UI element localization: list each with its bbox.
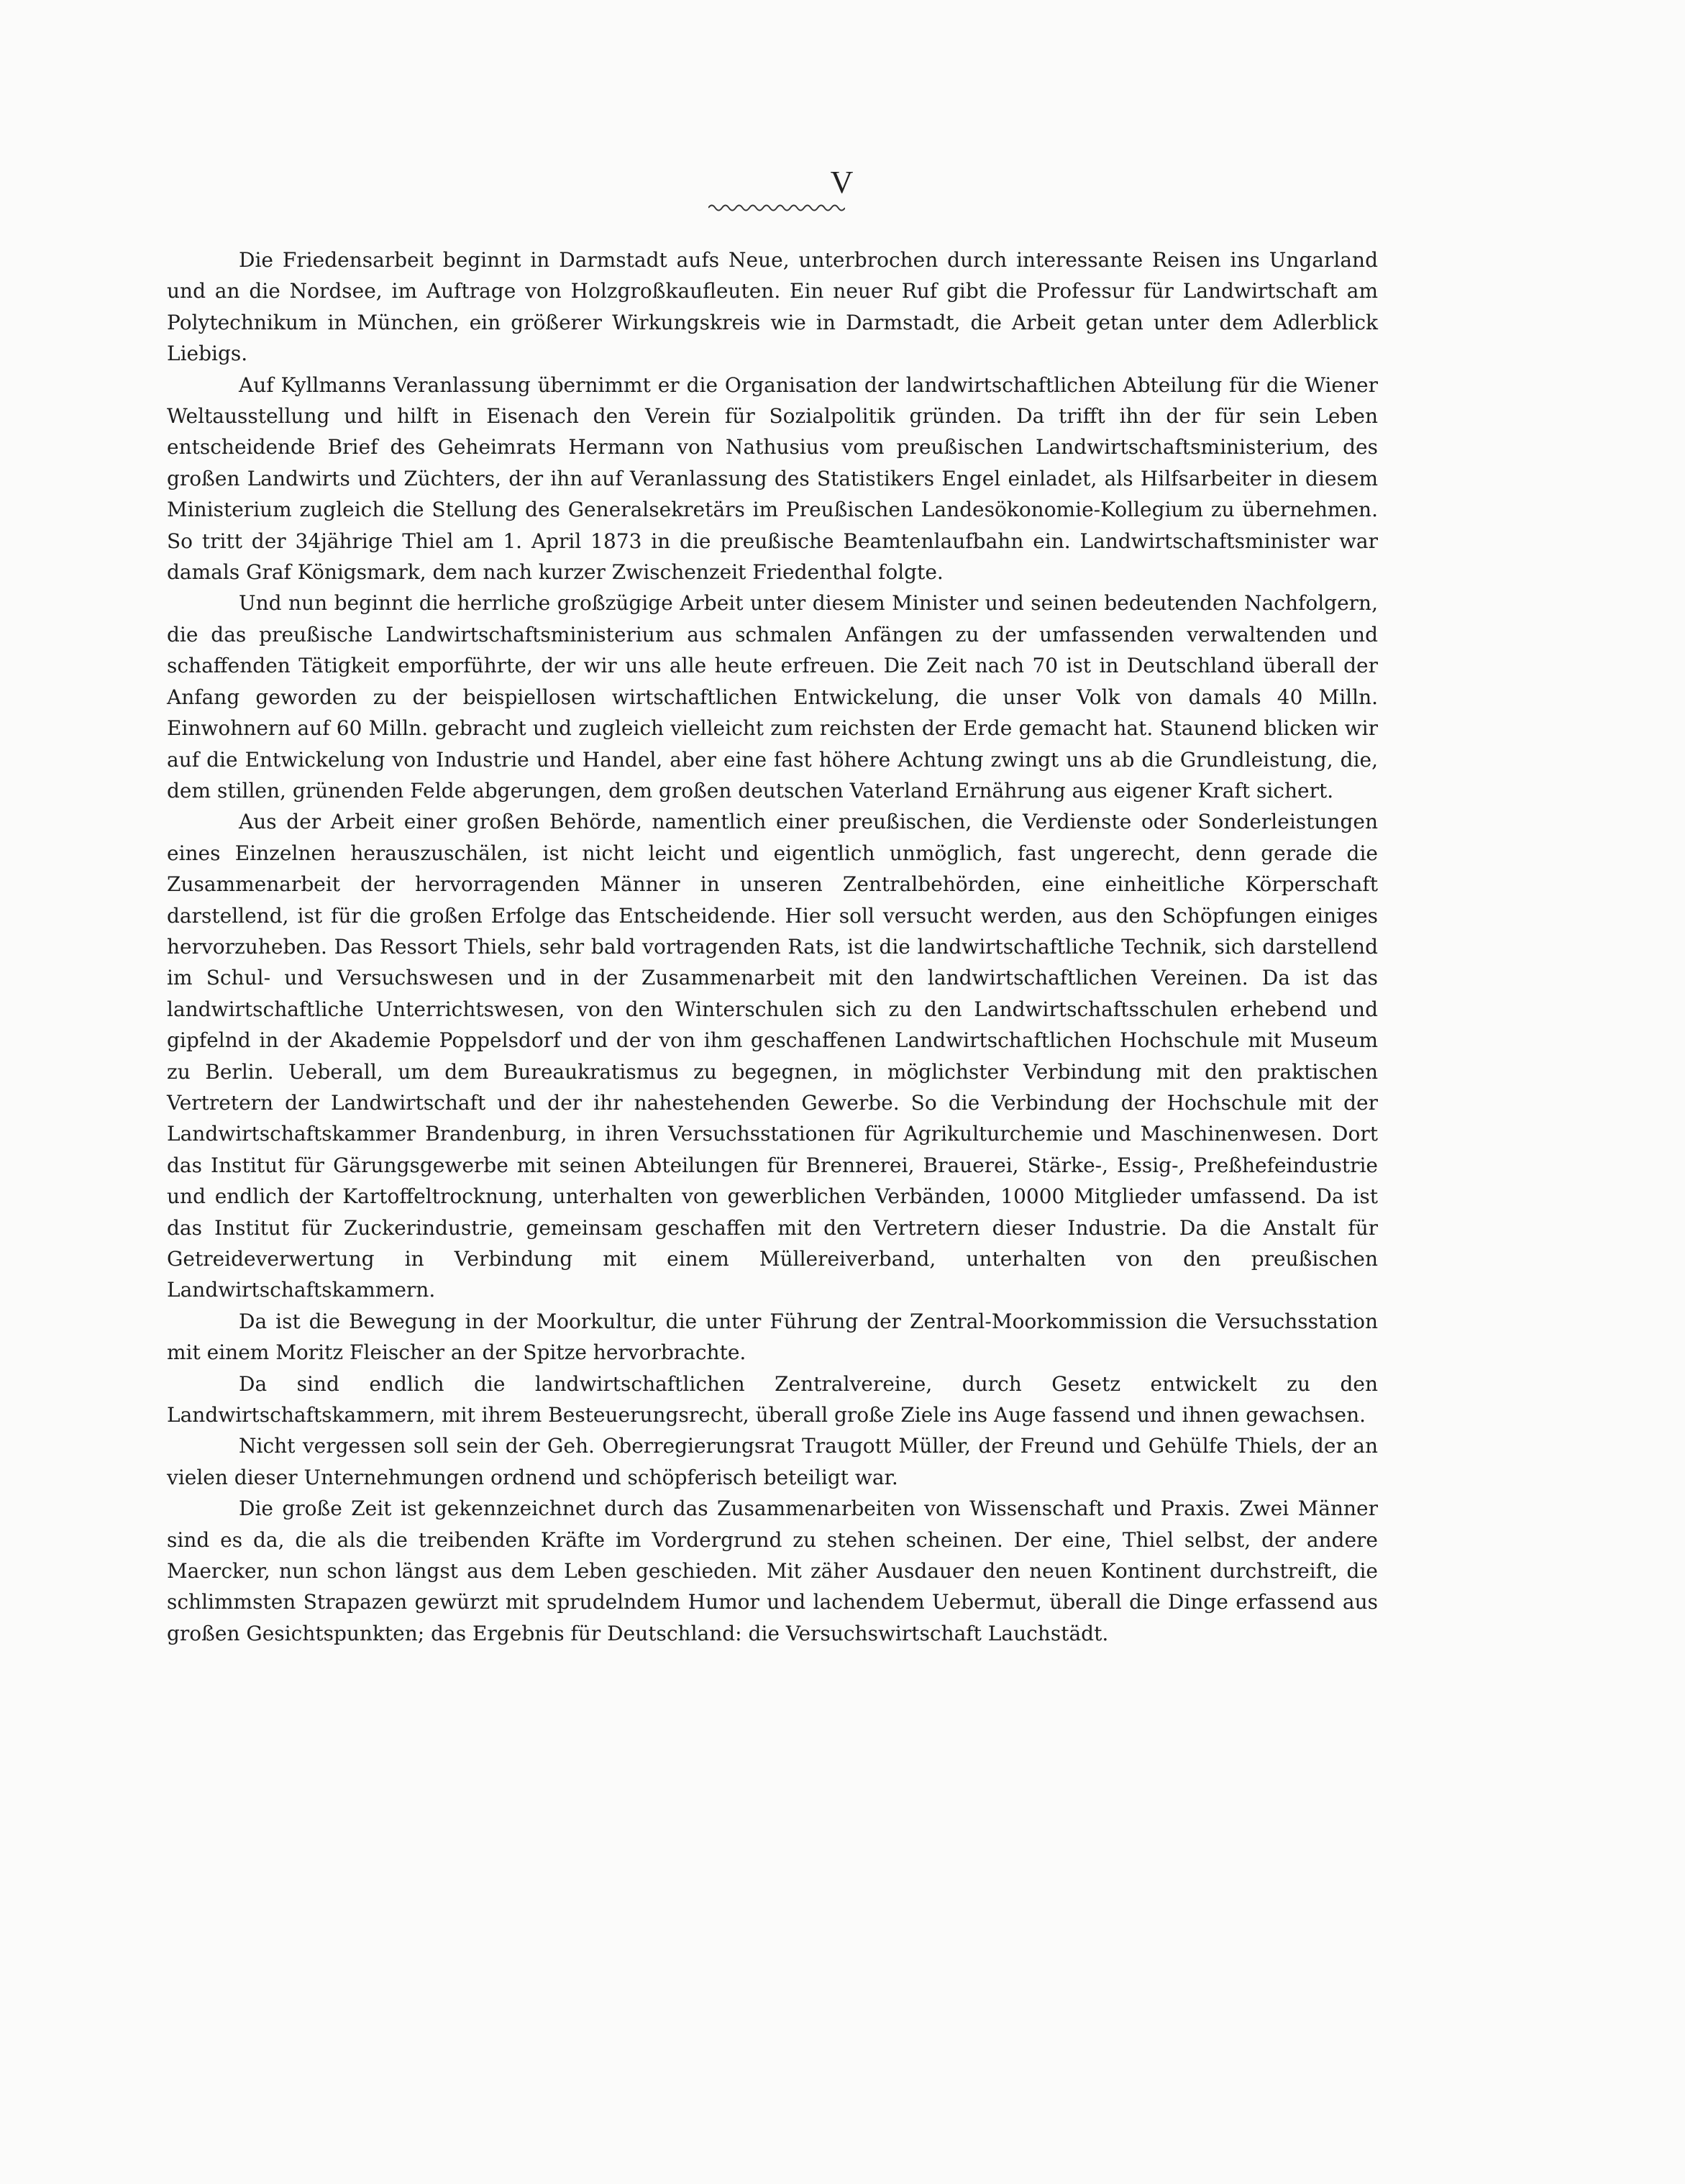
body-text <box>167 245 1378 1649</box>
paragraph: Nicht vergessen soll sein der Geh. Oberregierungsrat Traugott Müller, der Freund und Gehülfe Thiels, der an vielen dieser Unternehmungen ordnend und schöpferisch beteiligt war. <box>167 1434 1378 1489</box>
paragraph: Da sind endlich die landwirtschaftlichen Zentralvereine, durch Gesetz entwickelt zu den Landwirtschaftskammern, mit ihrem Besteuerungsrecht, überall große Ziele ins Auge fassend und ihnen gewachsen. <box>167 1371 1378 1427</box>
paragraph: Die große Zeit ist gekennzeichnet durch das Zusammenarbeiten von Wissenschaft und Praxis. Zwei Männer sind es da, die als die treibenden Kräfte im Vordergrund zu stehen scheinen. Der eine, Thiel selbst, der andere Maercker, nun schon längst aus dem Leben geschieden. Mit zäher Ausdauer den neuen Kontinent durchstreift, die schlimmsten Strapazen gewürzt mit sprudelndem Humor und lachendem Uebermut, überall die Dinge erfassend aus großen Gesichtspunkten; das Ergebnis für Deutschland: die Versuchswirtschaft Lauchstädt. <box>167 1497 1378 1645</box>
page-number: V <box>830 165 855 200</box>
wavy-rule-ornament <box>708 203 845 213</box>
paragraph: Die Friedensarbeit beginnt in Darmstadt aufs Neue, unterbrochen durch interessante Reisen ins Ungarland und an die Nordsee, im Auftrage von Holzgroßkaufleuten. Ein neuer Ruf gibt die Professur für Landwirtschaft am Polytechnikum in München, ein größerer Wirkungskreis wie in Darmstadt, die Arbeit getan unter dem Adlerblick Liebigs. <box>167 248 1378 366</box>
paragraph: Und nun beginnt die herrliche großzügige Arbeit unter diesem Minister und seinen bedeutenden Nachfolgern, die das preußische Landwirtschaftsministerium aus schmalen Anfängen zu der umfassenden verwaltenden und schaffenden Tätigkeit emporführte, der wir uns alle heute erfreuen. Die Zeit nach 70 ist in Deutschland überall der Anfang geworden zu der beispiellosen wirtschaftlichen Entwickelung, die unser Volk von damals 40 Milln. Einwohnern auf 60 Milln. gebracht und zugleich vielleicht zum reichsten der Erde gemacht hat. Staunend blicken wir auf die Entwickelung von Industrie und Handel, aber eine fast höhere Achtung zwingt uns ab die Grundleistung, die, dem stillen, grünenden Felde abgerungen, dem großen deutschen Vaterland Ernährung aus eigener Kraft sichert. <box>167 591 1378 803</box>
paragraph: Auf Kyllmanns Veranlassung übernimmt er die Organisation der landwirtschaftlichen Abteilung für die Wiener Weltausstellung und hilft in Eisenach den Verein für Sozialpolitik gründen. Da trifft ihn der für sein Leben entscheidende Brief des Geheimrats Hermann von Nathusius vom preußischen Landwirtschaftsministerium, des großen Landwirts und Züchters, der ihn auf Veranlassung des Statistikers Engel einladet, als Hilfsarbeiter in diesem Ministerium zugleich die Stellung des Generalsekretärs im Preußischen Landesökonomie-Kollegium zu übernehmen. So tritt der 34jährige Thiel am 1. April 1873 in die preußische Beamtenlaufbahn ein. Landwirtschaftsminister war damals Graf Königsmark, dem nach kurzer Zwischenzeit Friedenthal folgte. <box>167 373 1378 585</box>
paragraph: Da ist die Bewegung in der Moorkultur, die unter Führung der Zentral-Moorkommission die Versuchsstation mit einem Moritz Fleischer an der Spitze hervorbrachte. <box>167 1309 1378 1365</box>
paragraph: Aus der Arbeit einer großen Behörde, namentlich einer preußischen, die Verdienste oder Sonderleistungen eines Einzelnen herauszuschälen, ist nicht leicht und eigentlich unmöglich, fast ungerecht, denn gerade die Zusammenarbeit der hervorragenden Männer in unseren Zentralbehörden, eine einheitliche Körperschaft darstellend, ist für die großen Erfolge das Entscheidende. Hier soll versucht werden, aus den Schöpfungen einiges hervorzuheben. Das Ressort Thiels, sehr bald vortragenden Rats, ist die landwirtschaftliche Technik, sich darstellend im Schul- und Versuchswesen und in der Zusammenarbeit mit den landwirtschaftlichen Vereinen. Da ist das landwirtschaftliche Unterrichtswesen, von den Winterschulen sich zu den Landwirtschaftsschulen erhebend und gipfelnd in der Akademie Poppelsdorf und der von ihm geschaffenen Landwirtschaftlichen Hochschule mit Museum zu Berlin. Ueberall, um dem Bureaukratismus zu begegnen, in möglichster Verbindung mit den praktischen Vertretern der Landwirtschaft und der ihr nahestehenden Gewerbe. So die Verbindung der Hochschule mit der Landwirtschaftskammer Brandenburg, in ihren Versuchsstationen für Agrikulturchemie und Maschinenwesen. Dort das Institut für Gärungsgewerbe mit seinen Abteilungen für Brennerei, Brauerei, Stärke-, Essig-, Preßhefeindustrie und endlich der Kartoffeltrocknung, unterhalten von gewerblichen Verbänden, 10000 Mitglieder umfassend. Da ist das Institut für Zuckerindustrie, gemeinsam geschaffen mit den Vertretern dieser Industrie. Da die Anstalt für Getreideverwertung in Verbindung mit einem Müllereiverband, unterhalten von den preußischen Landwirtschaftskammern. <box>167 810 1378 1302</box>
